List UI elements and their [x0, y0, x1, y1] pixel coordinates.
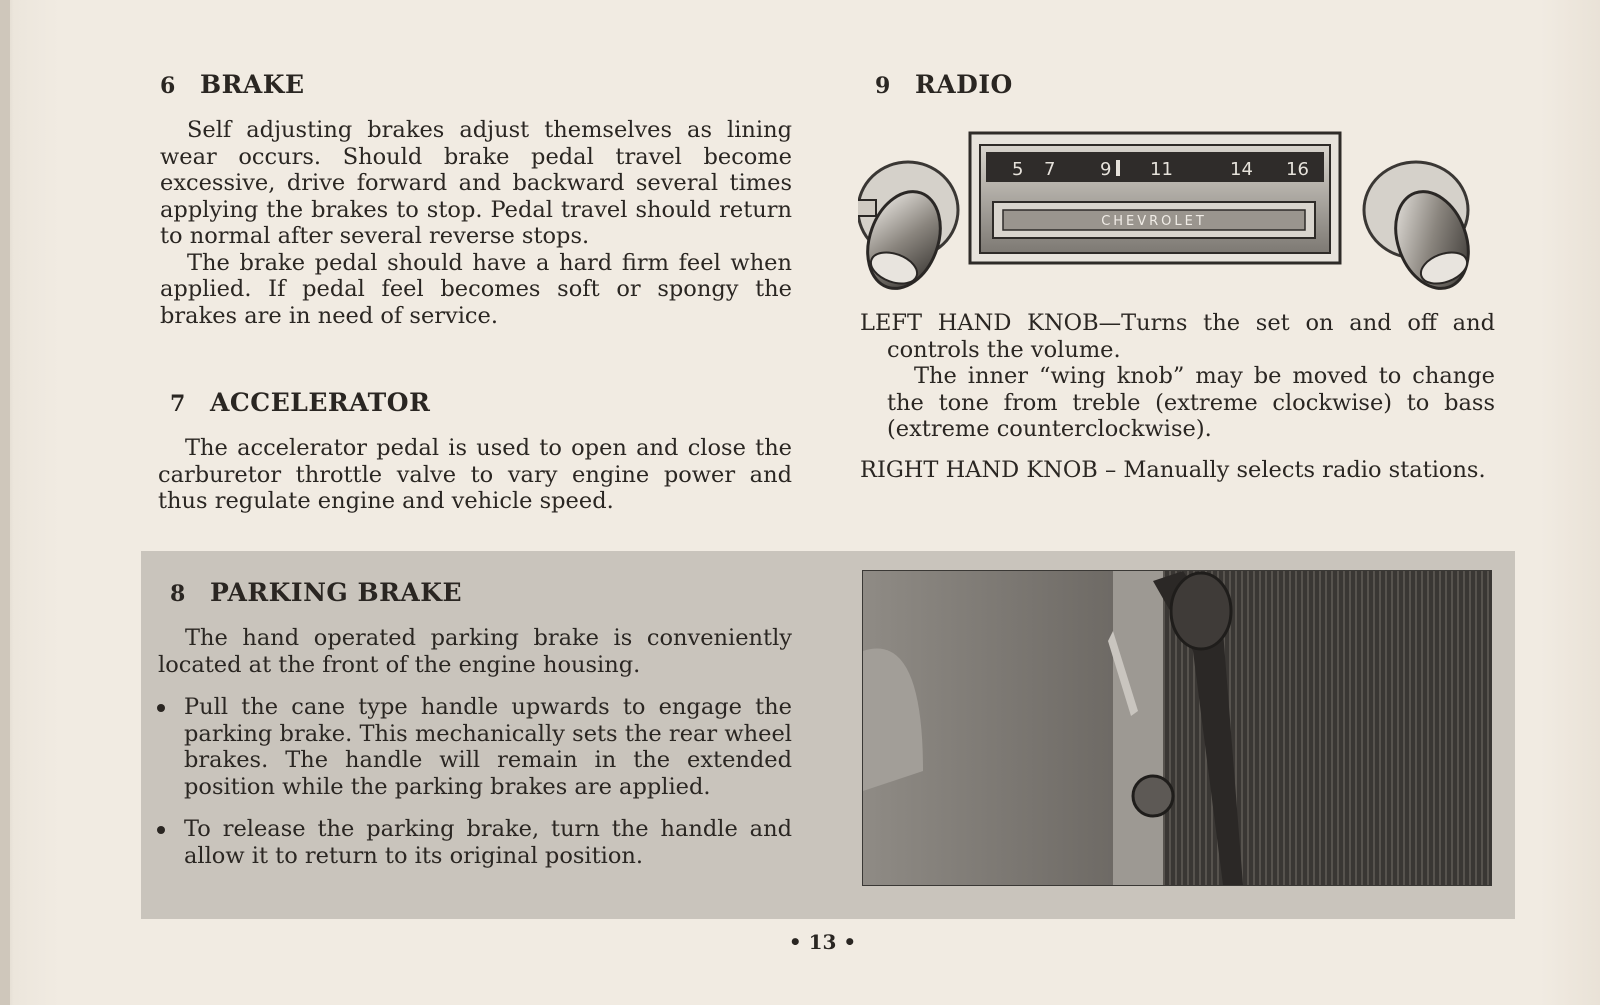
- bullet-icon: [157, 704, 165, 712]
- dial-number: 9: [1100, 159, 1112, 180]
- radio-brand: CHEVROLET: [1101, 214, 1207, 229]
- section-parking-brake: [158, 578, 792, 885]
- parking-brake-photo: [862, 570, 1492, 886]
- page-number: • 13 •: [788, 930, 857, 954]
- step-text: Pull the cane type handle upwards to engage the parking brake. This mechanically sets the rear wheel brakes. The handle will remain in the extended position while the parking brakes are applied.: [184, 694, 792, 800]
- section-heading: [170, 388, 792, 417]
- section-number: 9: [875, 73, 891, 99]
- dial-number: 7: [1044, 159, 1056, 180]
- radio-illustration: [858, 130, 1498, 300]
- section-heading: [160, 70, 792, 99]
- dial-pointer: [1116, 160, 1120, 176]
- accelerator-paragraph: The accelerator pedal is used to open and close the carburetor throttle valve to vary engine power and thus regulate engine and vehicle speed.: [158, 435, 792, 514]
- dial-number: 5: [1012, 159, 1024, 180]
- section-accelerator: [158, 388, 792, 515]
- section-title: RADIO: [915, 70, 1013, 99]
- step-text: To release the parking brake, turn the handle and allow it to return to its original position.: [184, 816, 792, 869]
- wing-knob-text: The inner “wing knob” may be moved to change the tone from treble (extreme clockwise) to bass (extreme counterclockwise).: [887, 363, 1495, 442]
- dial-number: 14: [1230, 159, 1253, 180]
- section-title: ACCELERATOR: [210, 388, 431, 417]
- parking-brake-steps: [170, 694, 792, 869]
- section-title: PARKING BRAKE: [210, 578, 463, 607]
- list-item: [170, 694, 792, 800]
- right-knob-function: – Manually selects radio stations.: [1097, 456, 1486, 483]
- left-knob-text: [860, 310, 1495, 363]
- left-knob-label: LEFT HAND KNOB: [860, 310, 1099, 336]
- section-title: BRAKE: [200, 70, 305, 99]
- radio-faceplate: [970, 133, 1340, 263]
- section-brake: [160, 70, 792, 329]
- section-number: 6: [160, 73, 176, 99]
- right-knob-text: [860, 457, 1495, 484]
- parking-brake-intro: The hand operated parking brake is conveniently located at the front of the engine housing.: [158, 625, 792, 678]
- list-item: [170, 816, 792, 869]
- right-knob-label: RIGHT HAND KNOB: [860, 456, 1098, 483]
- section-heading: [170, 578, 792, 607]
- dial-number: 11: [1150, 159, 1173, 180]
- section-radio: [875, 70, 1495, 99]
- right-knob-icon: [1364, 162, 1481, 299]
- right-knob-description: [860, 457, 1495, 484]
- left-knob-icon: [858, 162, 958, 299]
- left-knob-function: —Turns the set on and off and controls the volume.: [887, 310, 1495, 363]
- section-number: 7: [170, 391, 186, 417]
- brake-paragraph: The brake pedal should have a hard firm feel when applied. If pedal feel becomes soft or spongy the brakes are in need of service.: [160, 249, 792, 329]
- left-knob-description: [860, 310, 1495, 443]
- brake-paragraph: Self adjusting brakes adjust themselves as lining wear occurs. Should brake pedal travel become excessive, drive forward and backward several times applying the brakes to stop. Pedal travel should return to normal after several reverse stops.: [160, 117, 792, 249]
- dial-number: 16: [1286, 159, 1309, 180]
- bullet-icon: [157, 826, 165, 834]
- radio-description: [860, 310, 1495, 497]
- page-spine: [0, 0, 10, 1005]
- section-number: 8: [170, 581, 186, 607]
- section-heading: [875, 70, 1495, 99]
